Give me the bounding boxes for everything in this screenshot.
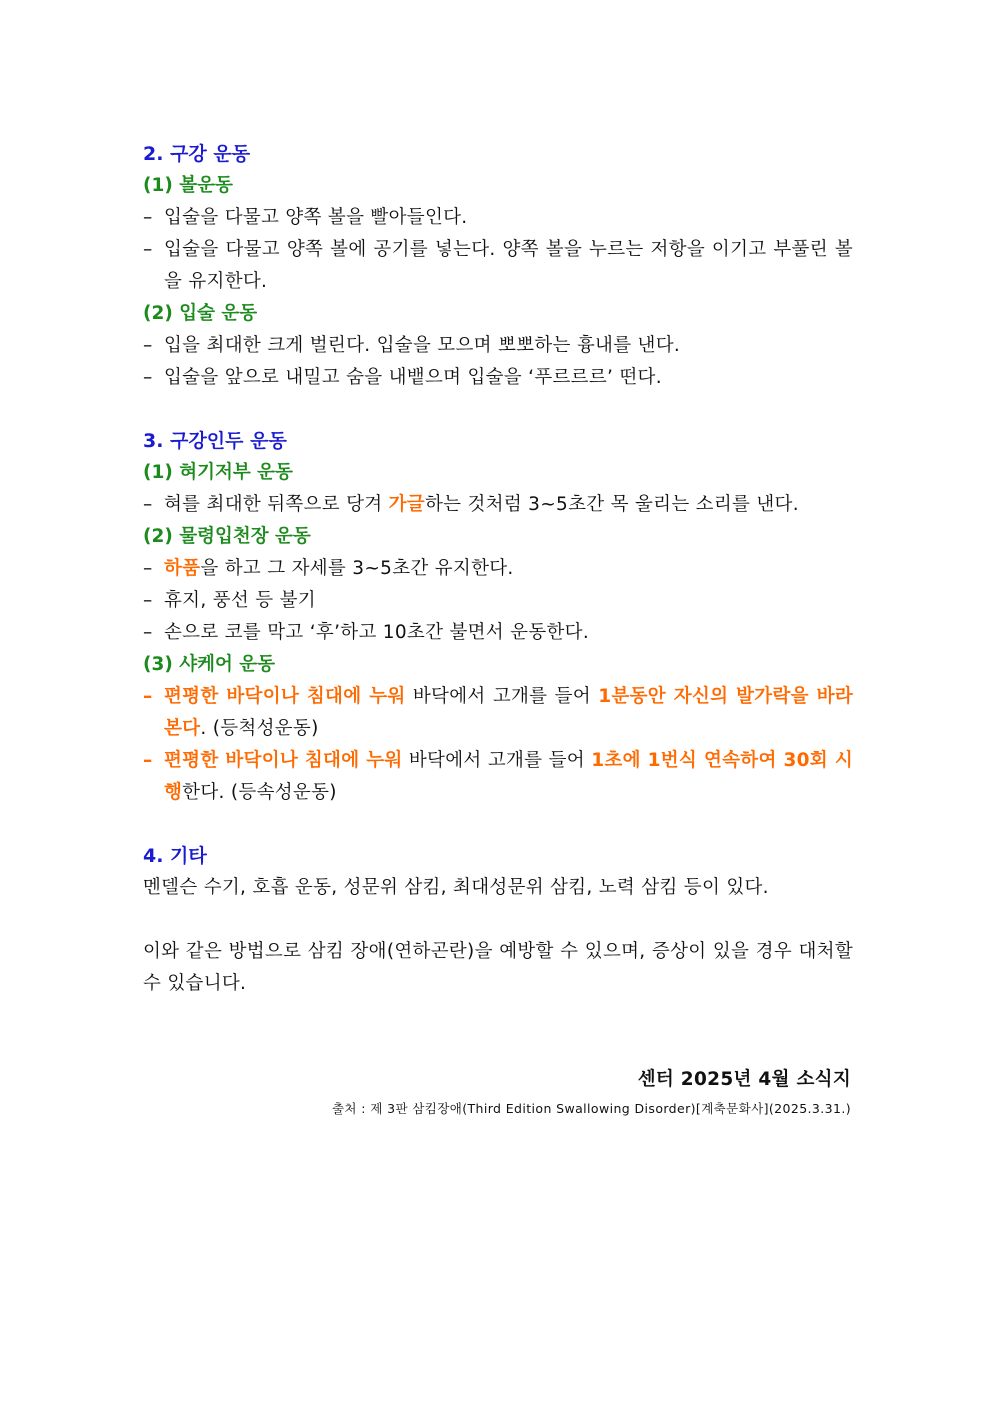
section-2-2-heading: (2) 입술 운동 bbox=[143, 303, 258, 324]
list-item: – 입술을 다물고 양쪽 볼에 공기를 넣는다. 양쪽 볼을 누르는 저항을 이기고 부풀린 볼을 유지한다. bbox=[143, 234, 853, 298]
list-item: – 혀를 최대한 뒤쪽으로 당겨 가글하는 것처럼 3~5초간 목 울리는 소리를 낸다. bbox=[143, 489, 853, 521]
list-item: – 하품을 하고 그 자세를 3~5초간 유지한다. bbox=[143, 553, 853, 585]
list-item: – 휴지, 풍선 등 불기 bbox=[143, 585, 853, 617]
highlight-text: 1초에 1번식 연속하여 30회 시행 bbox=[164, 750, 853, 803]
dash-marker: – bbox=[143, 207, 153, 228]
highlight-text: 가글 bbox=[388, 494, 425, 515]
highlight-text: 편평한 바닥이나 침대에 누워 bbox=[164, 686, 406, 707]
highlight-text: 하품 bbox=[164, 558, 201, 579]
section-4-text: 멘델슨 수기, 호흡 운동, 성문위 삼킴, 최대성문위 삼킴, 노력 삼킴 등이 있다. bbox=[143, 877, 769, 898]
source-citation: 출처 : 제 3판 삼킴장애(Third Edition Swallowing Disorder)[계축문화사](2025.3.31.) bbox=[331, 1101, 851, 1116]
document-body bbox=[143, 138, 853, 1000]
highlight-text: 편평한 바닥이나 침대에 누워 bbox=[164, 750, 403, 771]
list-item: – 입술을 다물고 양쪽 볼을 빨아들인다. bbox=[143, 202, 853, 234]
section-3-1-heading: (1) 혀기저부 운동 bbox=[143, 462, 293, 483]
list-item: – 편평한 바닥이나 침대에 누워 바닥에서 고개를 들어 1초에 1번식 연속하여 30회 시행한다. (등속성운동) bbox=[143, 745, 853, 809]
dash-marker: – bbox=[143, 335, 153, 356]
highlight-text: 1분동안 자신의 발가락을 바라본다 bbox=[164, 686, 853, 739]
list-item: – 편평한 바닥이나 침대에 누워 바닥에서 고개를 들어 1분동안 자신의 발가락을 바라본다. (등척성운동) bbox=[143, 681, 853, 745]
spacer bbox=[143, 809, 853, 840]
dash-marker: – bbox=[143, 494, 153, 515]
section-3-heading: 3. 구강인두 운동 bbox=[143, 430, 287, 452]
dash-marker: – bbox=[143, 622, 153, 643]
section-4-heading: 4. 기타 bbox=[143, 845, 207, 867]
section-2-heading: 2. 구강 운동 bbox=[143, 143, 251, 165]
closing-paragraph: 이와 같은 방법으로 삼킴 장애(연하곤란)을 예방할 수 있으며, 증상이 있을 경우 대처할 수 있습니다. bbox=[143, 941, 853, 994]
section-3-2-heading: (2) 물령입천장 운동 bbox=[143, 526, 311, 547]
section-3-3-heading: (3) 샤케어 운동 bbox=[143, 654, 276, 675]
spacer bbox=[143, 394, 853, 425]
dash-marker: – bbox=[143, 750, 153, 771]
dash-marker: – bbox=[143, 367, 153, 388]
dash-marker: – bbox=[143, 558, 153, 579]
section-2-1-heading: (1) 볼운동 bbox=[143, 175, 233, 196]
dash-marker: – bbox=[143, 590, 153, 611]
spacer bbox=[143, 904, 853, 936]
list-item: – 손으로 코를 막고 ‘후’하고 10초간 불면서 운동한다. bbox=[143, 617, 853, 649]
list-item: – 입술을 앞으로 내밀고 숨을 내뱉으며 입술을 ‘푸르르르’ 떤다. bbox=[143, 362, 853, 394]
list-item: – 입을 최대한 크게 벌린다. 입술을 모으며 뽀뽀하는 흉내를 낸다. bbox=[143, 330, 853, 362]
newsletter-title: 센터 2025년 4월 소식지 bbox=[637, 1069, 851, 1090]
dash-marker: – bbox=[143, 239, 153, 260]
dash-marker: – bbox=[143, 686, 153, 707]
